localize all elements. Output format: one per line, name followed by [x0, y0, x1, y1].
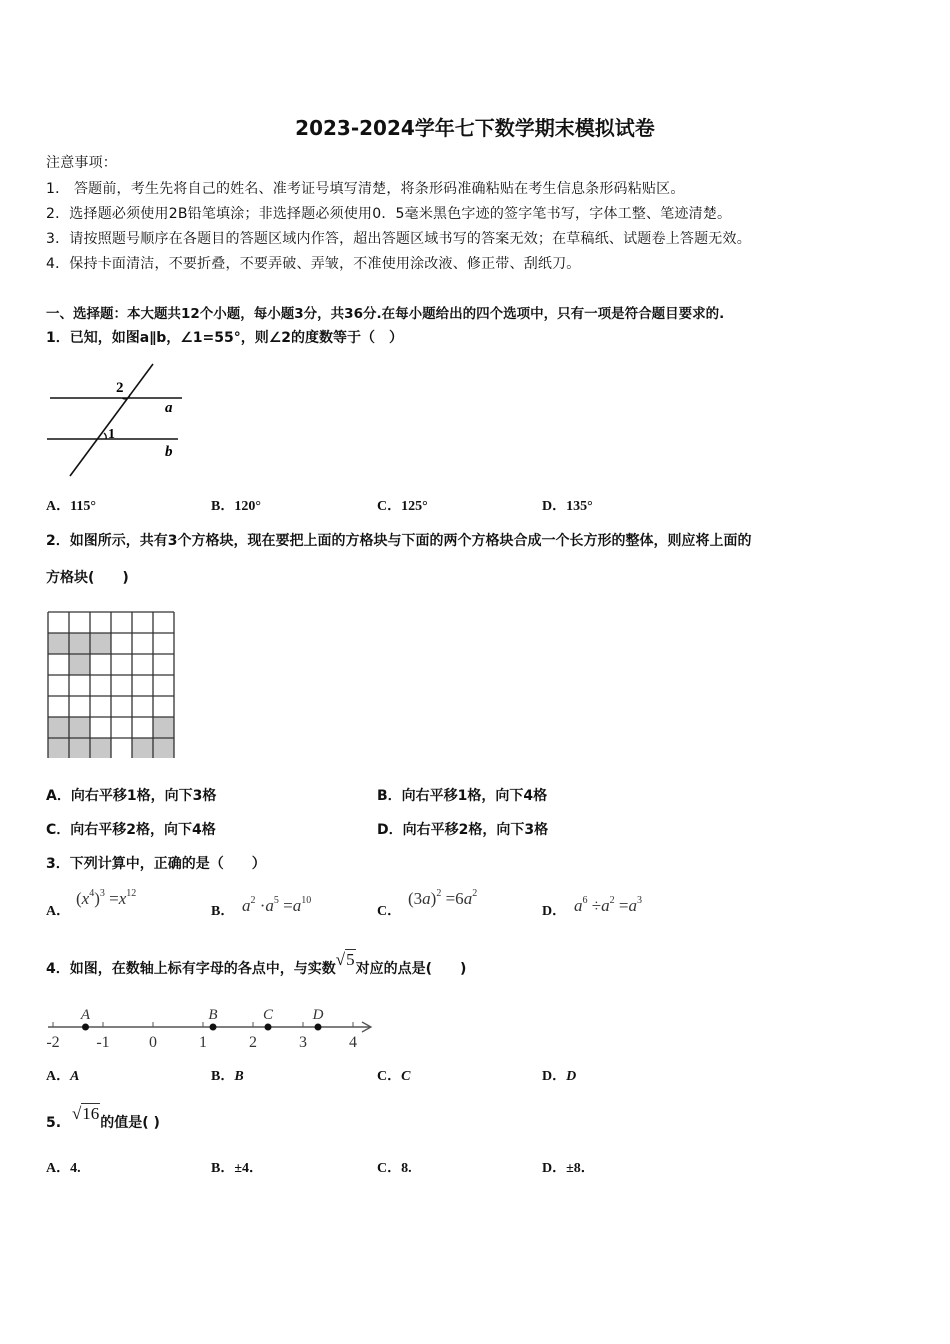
- q2-option-c[interactable]: C．向右平移2格，向下4格: [46, 822, 216, 838]
- q4-option-a[interactable]: A．A: [46, 1069, 80, 1084]
- point-d: [315, 1024, 322, 1031]
- point-label: B: [208, 1007, 218, 1023]
- point-label: C: [262, 1007, 274, 1023]
- q1-option-c[interactable]: C．125°: [377, 499, 428, 514]
- angle-2-label: 2: [116, 380, 124, 396]
- question-5-stem: [46, 1104, 160, 1132]
- square-grid-figure: [46, 610, 178, 758]
- line-b-label: b: [165, 444, 173, 460]
- question-5-stem-after: 的值是( ): [100, 1115, 160, 1131]
- question-3-stem: 3．下列计算中，正确的是（ ）: [46, 856, 266, 872]
- notice-item: 3．请按照题号顺序在各题目的答题区域内作答，超出答题区域书写的答案无效；在草稿纸、试题卷上答题无效。: [46, 231, 751, 247]
- shaded-cell: [153, 717, 174, 738]
- q2-option-a[interactable]: A．向右平移1格，向下3格: [46, 788, 217, 804]
- parallel-lines-figure: [40, 360, 200, 490]
- shaded-cell: [90, 633, 111, 654]
- question-4-stem-before: 4．如图，在数轴上标有字母的各点中，与实数: [46, 961, 336, 977]
- question-4-stem-after: 对应的点是( ): [355, 961, 467, 977]
- q5-option-d[interactable]: D．±8．: [542, 1161, 595, 1176]
- shaded-cell: [132, 738, 153, 758]
- q4-option-d[interactable]: D．D: [542, 1069, 577, 1084]
- notice-item: 1． 答题前，考生先将自己的姓名、准考证号填写清楚，将条形码准确粘贴在考生信息条形码粘贴区。: [46, 181, 685, 197]
- q3-option-b-label[interactable]: B．: [211, 904, 235, 919]
- shaded-cell: [48, 633, 69, 654]
- q3-option-d-label[interactable]: D．: [542, 904, 567, 919]
- tick-label: -1: [96, 1034, 110, 1051]
- tick-label: -2: [46, 1034, 60, 1051]
- q4-option-c[interactable]: C．C: [377, 1069, 411, 1084]
- point-b: [210, 1024, 217, 1031]
- q3-option-c-expr[interactable]: $(3a)^2 =6a^2$: [408, 888, 478, 908]
- angle-1-label: 1: [108, 427, 115, 442]
- notice-heading: 注意事项：: [46, 155, 117, 171]
- shaded-cell: [48, 717, 69, 738]
- point-label: D: [312, 1007, 324, 1023]
- point-label: A: [80, 1007, 91, 1023]
- angle-1-arc: [104, 433, 106, 439]
- number-line-figure: [40, 1000, 380, 1055]
- q5-option-a[interactable]: A．4.: [46, 1161, 81, 1176]
- question-2-stem-line2: 方格块( ): [46, 570, 129, 586]
- transversal: [70, 364, 153, 476]
- exam-title: 2023-2024学年七下数学期末模拟试卷: [295, 116, 655, 140]
- tick-label: 2: [249, 1034, 257, 1051]
- question-2-stem-line1: 2．如图所示，共有3个方格块，现在要把上面的方格块与下面的两个方格块合成一个长方形的整体，则应将上面的: [46, 533, 752, 549]
- tick-label: 3: [299, 1034, 307, 1051]
- q3-option-d-expr[interactable]: $a^6 \div a^2 =a^3$: [574, 895, 642, 915]
- q3-option-b-expr[interactable]: $a^2 \cdot a^5 =a^{10}$: [242, 895, 312, 915]
- sqrt-5: √5: [335, 950, 355, 969]
- q1-option-b[interactable]: B．120°: [211, 499, 261, 514]
- point-a: [82, 1024, 89, 1031]
- section-heading: 一、选择题：本大题共12个小题，每小题3分，共36分.在每小题给出的四个选项中，只有一项是符合题目要求的.: [46, 306, 725, 322]
- q5-option-c[interactable]: C．8.: [377, 1161, 412, 1176]
- question-4-stem: [46, 950, 467, 978]
- q3-option-a-expr[interactable]: $(x^4)^3 =x^{12}$: [76, 888, 137, 908]
- point-c: [265, 1024, 272, 1031]
- q4-option-b[interactable]: B．B: [211, 1069, 244, 1084]
- shaded-cell: [69, 654, 90, 675]
- shaded-cell: [48, 738, 69, 758]
- q1-option-d[interactable]: D．135°: [542, 499, 593, 514]
- shaded-cell: [69, 633, 90, 654]
- shaded-cell: [90, 738, 111, 758]
- notice-item: 2．选择题必须使用2B铅笔填涂；非选择题必须使用0．5毫米黑色字迹的签字笔书写，字体工整、笔迹清楚。: [46, 206, 732, 222]
- shaded-cell: [69, 717, 90, 738]
- tick-label: 4: [349, 1034, 357, 1051]
- q3-option-a-label[interactable]: A．: [46, 904, 71, 919]
- q1-option-a[interactable]: A．115°: [46, 499, 96, 514]
- tick-label: 0: [149, 1034, 157, 1051]
- shaded-cell: [153, 738, 174, 758]
- question-1-stem: 1．已知，如图a∥b，∠1=55°，则∠2的度数等于（ ）: [46, 330, 404, 346]
- q2-option-d[interactable]: D．向右平移2格，向下3格: [377, 822, 549, 838]
- sqrt-16: √16: [71, 1104, 100, 1123]
- question-5-number: 5.: [46, 1115, 62, 1131]
- q5-option-b[interactable]: B．±4．: [211, 1161, 264, 1176]
- shaded-cell: [69, 738, 90, 758]
- tick-label: 1: [199, 1034, 207, 1051]
- q2-option-b[interactable]: B．向右平移1格，向下4格: [377, 788, 548, 804]
- line-a-label: a: [165, 400, 173, 416]
- q3-option-c-label[interactable]: C．: [377, 904, 402, 919]
- notice-item: 4．保持卡面清洁，不要折叠，不要弄破、弄皱，不准使用涂改液、修正带、刮纸刀。: [46, 256, 581, 272]
